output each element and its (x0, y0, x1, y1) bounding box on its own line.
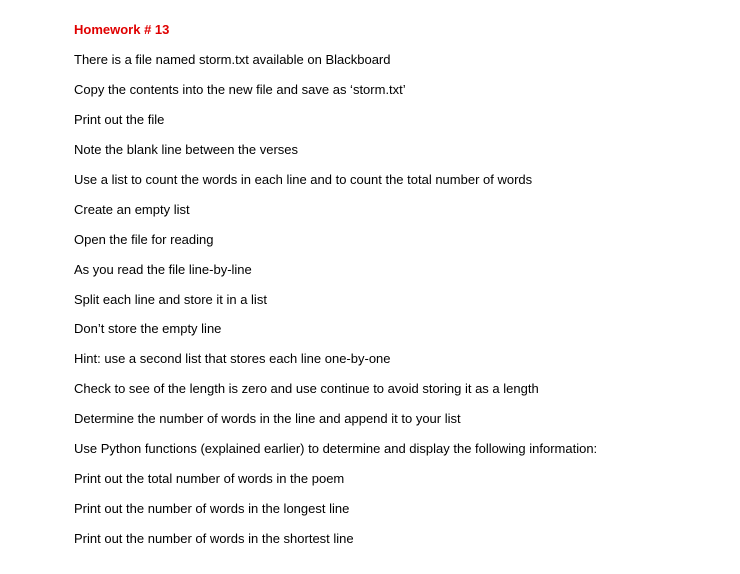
document-title: Homework # 13 (74, 22, 170, 37)
instruction-line: Check to see of the length is zero and use continue to avoid storing it as a length (74, 381, 539, 397)
instruction-line: As you read the file line-by-line (74, 261, 252, 277)
instruction-line: Print out the file (74, 111, 165, 127)
instruction-line: Note the blank line between the verses (74, 141, 299, 157)
instruction-line: Print out the total number of words in the poem (74, 471, 345, 487)
document-body (74, 15, 730, 554)
instruction-line: Hint: use a second list that stores each line one-by-one (74, 351, 391, 367)
instruction-line: Open the file for reading (74, 231, 214, 247)
instruction-list (74, 45, 730, 554)
instruction-line: Split each line and store it in a list (74, 291, 267, 307)
instruction-line: Print out the number of words in the longest line (74, 501, 350, 517)
instruction-line: Print out the number of words in the shortest line (74, 531, 354, 546)
instruction-line: There is a file named storm.txt available on Blackboard (74, 52, 391, 67)
instruction-line: Copy the contents into the new file and save as ‘storm.txt’ (74, 81, 406, 97)
instruction-line: Determine the number of words in the line and append it to your list (74, 411, 461, 427)
instruction-line: Use a list to count the words in each line and to count the total number of words (74, 171, 533, 187)
instruction-line: Use Python functions (explained earlier) to determine and display the following information: (74, 441, 598, 457)
instruction-line: Create an empty list (74, 201, 190, 217)
instruction-line: Don’t store the empty line (74, 321, 222, 337)
